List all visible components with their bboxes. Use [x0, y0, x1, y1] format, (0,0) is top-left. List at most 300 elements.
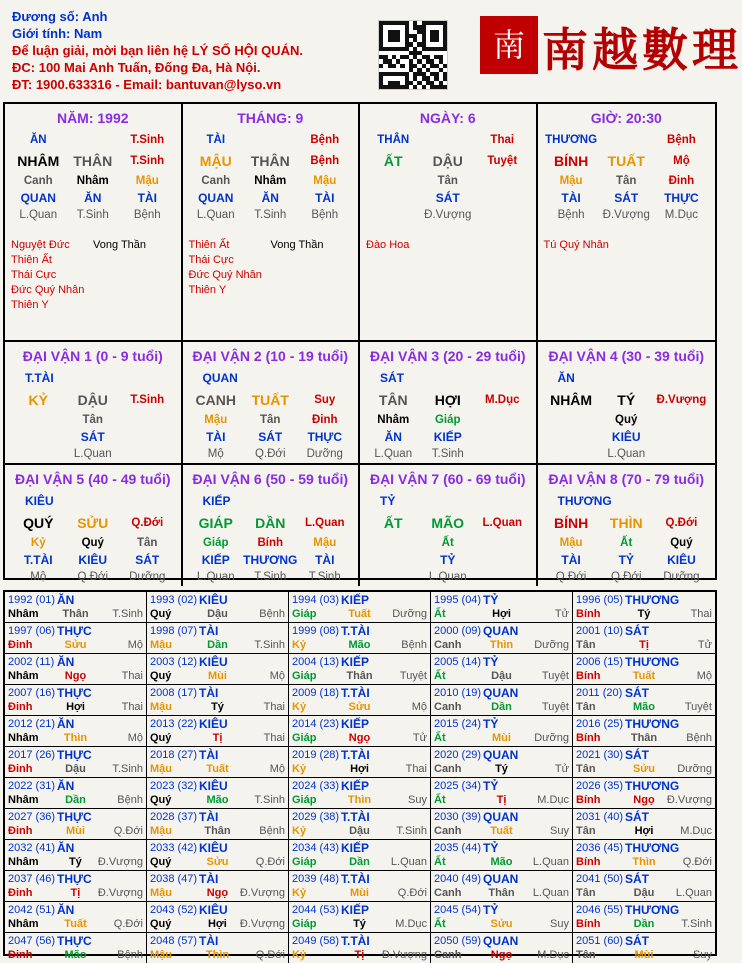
- hidden-stem: [11, 412, 66, 429]
- life-state: [654, 446, 709, 463]
- year-cell[interactable]: [573, 778, 715, 809]
- year-life-stage: Dưỡng: [677, 763, 712, 775]
- address-line: ĐC: 100 Mai Anh Tuấn, Đống Đa, Hà Nội.: [12, 60, 261, 75]
- year-life-stage: Mộ: [127, 732, 143, 744]
- year-branch: Tý: [495, 763, 508, 775]
- year-cell[interactable]: [147, 592, 289, 623]
- hidden-stems: [544, 173, 710, 190]
- hidden-stem: Tân: [616, 175, 637, 187]
- year-label: 2046 (55): [576, 904, 624, 916]
- year-label: 1993 (02): [150, 594, 198, 606]
- year-cell[interactable]: [289, 933, 431, 963]
- year-cell[interactable]: [147, 685, 289, 716]
- qr-module: [400, 64, 404, 68]
- qr-code[interactable]: [378, 20, 448, 90]
- year-label: 2002 (11): [8, 656, 55, 668]
- heavenly-stem: QUÝ: [23, 515, 54, 531]
- year-stem-branch: [576, 948, 712, 962]
- life-state: L.Quan: [607, 448, 646, 460]
- year-label: 2011 (20): [576, 687, 623, 699]
- year-life-stage: Dưỡng: [534, 639, 569, 651]
- year-stem: Tân: [576, 763, 596, 775]
- year-stem: Đinh: [8, 639, 33, 651]
- year-label: 2000 (09): [434, 625, 482, 637]
- year-cell[interactable]: [573, 933, 715, 963]
- life-states: [189, 446, 353, 463]
- life-state: [475, 569, 530, 586]
- dai-van-stem-branch: [544, 511, 710, 535]
- life-stage: T.Sinh: [130, 394, 165, 406]
- year-stem: Ất: [434, 670, 446, 682]
- hidden-stem: Tân: [260, 414, 281, 426]
- year-cell[interactable]: [573, 840, 715, 871]
- year-ten-god: TÀI: [199, 872, 219, 886]
- dai-van-god: SÁT: [380, 371, 404, 385]
- year-branch: Dậu: [207, 608, 228, 620]
- year-label: 2026 (35): [576, 780, 624, 792]
- year-stem-branch: [292, 638, 427, 652]
- dai-van-title: ĐẠI VẬN 6 (50 - 59 tuổi): [192, 471, 349, 487]
- year-ten-god: T.TÀI: [341, 748, 370, 762]
- life-state: Dưỡng: [129, 571, 166, 583]
- year-branch: Tý: [637, 608, 651, 620]
- ten-god: [366, 190, 421, 207]
- life-state: T.Sinh: [254, 209, 287, 221]
- ten-god: [544, 429, 599, 446]
- pillar-top-cell: Thai: [490, 134, 515, 146]
- year-branch: Hợi: [492, 608, 511, 620]
- star-name: Tú Quý Nhân: [543, 239, 609, 251]
- life-stage: L.Quan: [304, 517, 345, 529]
- year-cell[interactable]: [147, 778, 289, 809]
- ten-gods: [366, 552, 530, 569]
- year-ten-god: ĂN: [57, 717, 75, 731]
- year-stem-branch: [434, 762, 569, 776]
- hidden-stem: Đinh: [668, 175, 695, 187]
- year-stem-branch: [8, 607, 143, 621]
- earthly-branch: TÝ: [617, 392, 636, 408]
- ten-god: TÀI: [561, 553, 581, 567]
- year-cell[interactable]: [289, 871, 431, 902]
- year-life-stage: Tuyệt: [684, 701, 712, 713]
- dai-van-stem-branch: [366, 511, 530, 535]
- year-life-stage: Dưỡng: [392, 608, 427, 620]
- hidden-stems: [11, 535, 175, 552]
- year-stem-branch: [292, 669, 427, 683]
- year-branch: Dậu: [633, 887, 655, 899]
- pillar-stem-branch: [366, 149, 530, 173]
- year-cell[interactable]: [289, 685, 431, 716]
- hidden-stem: [475, 173, 530, 190]
- year-branch: Sửu: [632, 763, 655, 775]
- ten-god: KIÊU: [667, 553, 696, 567]
- hidden-stem: Mậu: [135, 175, 159, 187]
- ten-god: KIẾP: [433, 430, 462, 444]
- year-life-stage: Bệnh: [259, 825, 285, 837]
- year-stem: Kỷ: [292, 639, 307, 651]
- year-stem: Đinh: [8, 825, 33, 837]
- header: [12, 8, 372, 93]
- heavenly-stem: ẤT: [383, 153, 403, 169]
- year-stem: Canh: [434, 949, 462, 961]
- year-branch: Tị: [354, 949, 365, 961]
- year-cell[interactable]: [289, 623, 431, 654]
- year-cell[interactable]: [431, 623, 573, 654]
- hidden-stem: [366, 535, 421, 552]
- year-label: 1994 (03): [292, 594, 340, 606]
- year-stem-branch: [576, 762, 712, 776]
- ten-god: TÀI: [315, 553, 335, 567]
- year-ten-god: THƯƠNG: [625, 779, 680, 793]
- year-cell[interactable]: [5, 716, 147, 747]
- year-life-stage: Tử: [412, 732, 427, 744]
- year-branch: Thìn: [489, 639, 514, 651]
- year-ten-god: T.TÀI: [341, 934, 370, 948]
- year-stem: Tân: [576, 701, 596, 713]
- year-cell[interactable]: [147, 623, 289, 654]
- year-branch: Dần: [633, 918, 655, 930]
- year-branch: Thìn: [347, 794, 372, 806]
- year-branch: Dậu: [349, 825, 370, 837]
- stars-list: [11, 238, 175, 313]
- year-cell[interactable]: [431, 933, 573, 963]
- hidden-stems: [544, 535, 710, 552]
- year-cell[interactable]: [573, 623, 715, 654]
- year-ten-god: THƯƠNG: [625, 655, 680, 669]
- year-cell[interactable]: [147, 933, 289, 963]
- year-ten-god: TỶ: [483, 655, 499, 669]
- year-cell[interactable]: [5, 685, 147, 716]
- ten-gods: [189, 190, 353, 207]
- year-stem-branch: [150, 824, 285, 838]
- year-cell[interactable]: [147, 716, 289, 747]
- hidden-stem: [475, 412, 530, 429]
- year-ten-god: ĂN: [57, 593, 75, 607]
- ten-gods: [544, 190, 710, 207]
- ten-god: ĂN: [261, 191, 279, 205]
- hidden-stem: Canh: [23, 175, 53, 187]
- year-label: 2042 (51): [8, 904, 56, 916]
- year-stem-branch: [434, 886, 569, 900]
- year-label: 2013 (22): [150, 718, 198, 730]
- dai-van-title: ĐẠI VẬN 4 (30 - 39 tuổi): [548, 348, 705, 364]
- year-cell[interactable]: [573, 592, 715, 623]
- year-cell[interactable]: [573, 871, 715, 902]
- hidden-stem: Mậu: [204, 414, 228, 426]
- year-branch: Ngọ: [348, 732, 371, 744]
- year-cell[interactable]: [431, 809, 573, 840]
- year-ten-god: TÀI: [199, 810, 219, 824]
- year-life-stage: T.Sinh: [396, 825, 427, 837]
- life-state: Bệnh: [133, 209, 161, 221]
- heavenly-stem: KỶ: [28, 392, 48, 408]
- dai-van-cell[interactable]: [5, 463, 183, 586]
- year-cell[interactable]: [431, 902, 573, 933]
- year-branch: Mùi: [350, 887, 369, 899]
- year-label: 2012 (21): [8, 718, 56, 730]
- year-stem-branch: [434, 824, 569, 838]
- stars-right: [271, 238, 324, 253]
- hidden-stem: [544, 412, 599, 429]
- year-cell[interactable]: [431, 654, 573, 685]
- year-cell[interactable]: [289, 716, 431, 747]
- year-life-stage: Mộ: [411, 701, 427, 713]
- life-stage: T.Sinh: [130, 155, 165, 167]
- year-stem-branch: [150, 917, 285, 931]
- year-stem: Quý: [150, 918, 172, 930]
- life-state: Đ.Vượng: [424, 209, 472, 221]
- year-branch: Mùi: [208, 670, 227, 682]
- life-stage: Q.Đới: [131, 517, 164, 529]
- ten-god: ĂN: [84, 191, 102, 205]
- heavenly-stem: GIÁP: [198, 515, 233, 531]
- year-stem-branch: [150, 948, 285, 962]
- year-label: 1998 (07): [150, 625, 198, 637]
- earthly-branch: HỢI: [434, 392, 461, 408]
- year-cell[interactable]: [5, 840, 147, 871]
- year-label: 2034 (43): [292, 842, 340, 854]
- year-cell[interactable]: [573, 902, 715, 933]
- year-cell[interactable]: [431, 840, 573, 871]
- dai-van-cell[interactable]: [360, 342, 538, 463]
- year-cell[interactable]: [147, 747, 289, 778]
- year-stem-branch: [150, 762, 285, 776]
- year-label: 2006 (15): [576, 656, 624, 668]
- hidden-stem: Đinh: [311, 414, 338, 426]
- year-life-stage: Suy: [550, 918, 569, 930]
- dai-van-cell[interactable]: [538, 342, 716, 463]
- earthly-branch: DẬU: [77, 392, 108, 408]
- ten-god: SÁT: [80, 430, 105, 444]
- year-label: 2021 (30): [576, 749, 624, 761]
- year-stem-branch: [576, 731, 712, 745]
- year-cell[interactable]: [289, 654, 431, 685]
- year-ten-god: KIẾP: [341, 593, 370, 607]
- year-life-stage: Đ.Vượng: [97, 887, 143, 899]
- year-label: 2048 (57): [150, 935, 198, 947]
- ten-god: [475, 429, 530, 446]
- hidden-stem: Mậu: [313, 537, 337, 549]
- year-stem: Tân: [576, 825, 596, 837]
- year-cell[interactable]: [289, 809, 431, 840]
- year-cell[interactable]: [573, 654, 715, 685]
- year-label: 2023 (32): [150, 780, 198, 792]
- life-states: [366, 446, 530, 463]
- year-cell[interactable]: [431, 871, 573, 902]
- dai-van-cell[interactable]: [538, 463, 716, 586]
- year-stem-branch: [150, 886, 285, 900]
- life-state: Q.Đới: [610, 571, 642, 583]
- year-stem-branch: [292, 762, 427, 776]
- dai-van-title: ĐẠI VẬN 3 (20 - 29 tuổi): [369, 348, 526, 364]
- year-stem-branch: [292, 793, 427, 807]
- year-label: 2029 (38): [292, 811, 340, 823]
- year-stem: Giáp: [292, 608, 317, 620]
- year-cell[interactable]: [147, 654, 289, 685]
- year-cell[interactable]: [289, 902, 431, 933]
- year-ten-god: THỰC: [57, 872, 92, 886]
- year-cell[interactable]: [5, 778, 147, 809]
- year-label: 2025 (34): [434, 780, 482, 792]
- ten-god: QUAN: [20, 191, 56, 205]
- ten-god: [475, 552, 530, 569]
- year-branch: Sửu: [348, 701, 371, 713]
- ten-god: TÀI: [315, 191, 335, 205]
- star-name: Đức Quý Nhân: [188, 269, 262, 281]
- year-cell[interactable]: [147, 902, 289, 933]
- year-stem: Mậu: [150, 887, 172, 899]
- year-life-stage: T.Sinh: [254, 639, 285, 651]
- star-name: Thiên Y: [11, 299, 49, 311]
- year-life-stage: Mộ: [269, 670, 285, 682]
- year-label: 2020 (29): [434, 749, 482, 761]
- year-cell[interactable]: [147, 871, 289, 902]
- year-cell[interactable]: [5, 592, 147, 623]
- year-cell[interactable]: [5, 623, 147, 654]
- year-ten-god: TÀI: [199, 934, 219, 948]
- year-cell[interactable]: [289, 592, 431, 623]
- year-life-stage: Thai: [121, 701, 143, 713]
- hidden-stem: Nhâm: [254, 175, 287, 187]
- year-cell[interactable]: [573, 716, 715, 747]
- dai-van-stem-branch: [11, 388, 175, 412]
- year-ten-god: THỰC: [57, 624, 92, 638]
- ten-god: [654, 429, 709, 446]
- contact-line: Để luận giải, mời bạn liên hệ LÝ SỐ HỘI QUÁN.: [12, 43, 303, 58]
- year-cell[interactable]: [431, 778, 573, 809]
- year-cell[interactable]: [5, 747, 147, 778]
- hidden-stem: Mậu: [559, 175, 583, 187]
- pillar-top-cell: TÀI: [206, 134, 226, 146]
- year-cell[interactable]: [431, 685, 573, 716]
- year-stem: Ất: [434, 608, 446, 620]
- year-ten-god: TỶ: [483, 593, 499, 607]
- hidden-stem: Canh: [201, 175, 231, 187]
- hidden-stems: [544, 412, 710, 429]
- life-state: L.Quan: [196, 209, 235, 221]
- year-label: 2004 (13): [292, 656, 340, 668]
- hidden-stem: [366, 173, 421, 190]
- year-stem-branch: [292, 824, 427, 838]
- year-cell[interactable]: [431, 747, 573, 778]
- pillar-top-cell: [599, 132, 654, 149]
- hidden-stem: Tân: [437, 175, 458, 187]
- year-life-stage: Q.Đới: [682, 856, 712, 868]
- star-name: Đào Hoa: [366, 239, 410, 251]
- dai-van-cell[interactable]: [183, 342, 361, 463]
- year-ten-god: THƯƠNG: [625, 593, 680, 607]
- owner-line: [12, 8, 372, 25]
- year-cell[interactable]: [5, 809, 147, 840]
- year-branch: Dậu: [65, 763, 86, 775]
- year-stem-branch: [576, 886, 712, 900]
- year-label: 2017 (26): [8, 749, 56, 761]
- year-life-stage: Q.Đới: [255, 949, 285, 961]
- pillar-column: [360, 104, 538, 340]
- star-name: Vong Thần: [93, 239, 147, 251]
- ten-god: QUAN: [198, 191, 234, 205]
- year-cell[interactable]: [289, 778, 431, 809]
- phone-line: ĐT: 1900.633316 - Email: bantuvan@lyso.vn: [12, 77, 282, 92]
- year-cell[interactable]: [5, 871, 147, 902]
- dai-van-cell[interactable]: [360, 463, 538, 586]
- year-ten-god: ĂN: [57, 779, 75, 793]
- year-cell[interactable]: [431, 592, 573, 623]
- star-name: Thiên Ất: [188, 239, 230, 251]
- life-stage: Q.Đới: [665, 517, 698, 529]
- pillar-top-cell: Bệnh: [310, 134, 340, 146]
- year-cell[interactable]: [289, 840, 431, 871]
- year-label: 2039 (48): [292, 873, 340, 885]
- stars-list: [189, 238, 353, 298]
- ten-god: T.TÀI: [23, 553, 53, 567]
- hidden-stems: [189, 173, 353, 190]
- year-branch: Thân: [346, 670, 373, 682]
- year-cell[interactable]: [573, 685, 715, 716]
- year-branch: Tý: [211, 701, 224, 713]
- life-state: [544, 446, 599, 463]
- year-cell[interactable]: [5, 902, 147, 933]
- life-state: Mộ: [30, 571, 47, 583]
- year-life-stage: L.Quan: [390, 856, 427, 868]
- year-stem: Kỷ: [292, 949, 307, 961]
- year-cell[interactable]: [147, 809, 289, 840]
- year-ten-god: SÁT: [625, 686, 649, 700]
- year-stem-branch: [434, 638, 569, 652]
- year-cell[interactable]: [289, 747, 431, 778]
- year-cell[interactable]: [5, 654, 147, 685]
- year-label: 2028 (37): [150, 811, 198, 823]
- dai-van-cell[interactable]: [5, 342, 183, 463]
- year-label: 2003 (12): [150, 656, 198, 668]
- owner-name: Anh: [82, 9, 108, 24]
- year-stem-branch: [150, 793, 285, 807]
- pillar-column: [5, 104, 183, 340]
- dai-van-cell[interactable]: [183, 463, 361, 586]
- life-stage: L.Quan: [482, 517, 523, 529]
- hidden-stem: Mậu: [559, 537, 583, 549]
- year-branch: Sửu: [490, 918, 513, 930]
- year-branch: Tị: [70, 887, 81, 899]
- year-ten-god: SÁT: [625, 934, 649, 948]
- year-life-stage: Đ.Vượng: [381, 949, 427, 961]
- year-branch: Thân: [488, 887, 515, 899]
- life-state: [366, 569, 421, 586]
- year-ten-god: TỶ: [483, 779, 499, 793]
- year-branch: Mùi: [634, 949, 654, 961]
- year-stem: Canh: [434, 763, 462, 775]
- life-stage: Đ.Vượng: [656, 394, 707, 406]
- year-branch: Hợi: [207, 918, 227, 930]
- year-branch: Hợi: [634, 825, 654, 837]
- year-cell[interactable]: [5, 933, 147, 963]
- year-cell[interactable]: [573, 747, 715, 778]
- year-stem-branch: [434, 855, 569, 869]
- year-cell[interactable]: [573, 809, 715, 840]
- year-cell[interactable]: [431, 716, 573, 747]
- ten-gods: [366, 190, 530, 207]
- year-cell[interactable]: [147, 840, 289, 871]
- year-life-stage: T.Sinh: [254, 794, 285, 806]
- life-stage: Bệnh: [310, 155, 340, 167]
- year-branch: Tý: [68, 856, 82, 868]
- year-life-stage: Suy: [693, 949, 712, 961]
- year-life-stage: Tử: [697, 639, 712, 651]
- ten-god: SÁT: [435, 191, 460, 205]
- year-life-stage: Đ.Vượng: [239, 887, 285, 899]
- ten-gods: [189, 429, 353, 446]
- year-branch: Hợi: [350, 763, 369, 775]
